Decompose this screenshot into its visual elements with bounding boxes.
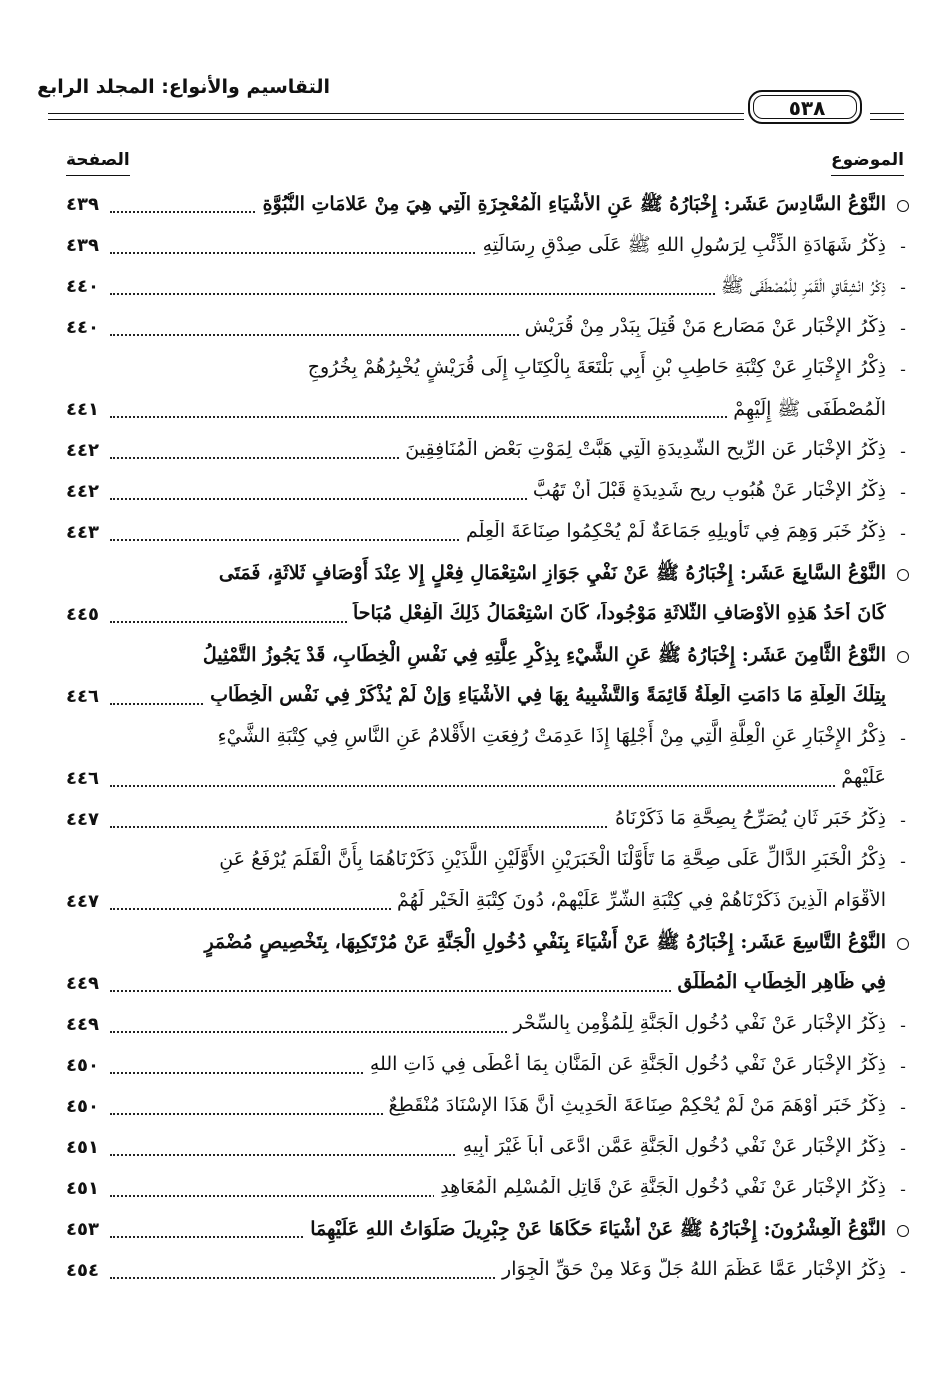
toc-entry-text: النَّوْعُ الثَّامِنَ عَشَر: إِخْبَارُهُ ﷺ عَنِ الشَّيْءِ بِذِكْرِ عِلَّتِهِ فِي نَفْسِ الْخِطَابِ، قَدْ يَجُوزُ التَّمْثِيلُ: [50, 643, 886, 671]
toc-line: [50, 1250, 912, 1291]
toc-entry-text: ذِكْرُ الإِخْبَارِ عَنِ الْعِلَّةِ الَّتِي مِنْ أَجْلِهَا إِذَا عَدِمَتْ رُفِعَتِ الأَقْلامُ عَنِ النَّاسِ فِي كِتْبَةِ الشَّيْءِ: [50, 725, 886, 747]
dash-bullet-icon: -: [900, 237, 906, 256]
toc-item: [50, 471, 912, 512]
toc-line: [50, 799, 912, 840]
circle-bullet-icon: [897, 200, 909, 212]
toc-page-number: ٤٤٠: [66, 276, 99, 297]
toc-page-number: ٤٥٠: [66, 1096, 99, 1117]
toc-line: [50, 1086, 912, 1127]
toc-entry-text: ذِكْرُ انْشِقَاقِ الْقَمَرِ لِلْمُصْطَفَى ﷺ: [715, 274, 886, 302]
circle-bullet-icon: [897, 569, 909, 581]
toc-entry-text: ذِكْرُ خَبَرٍ وَهِمَ فِي تَأْوِيلِهِ جَمَاعَةٌ لَمْ يُحْكِمُوا صِنَاعَةَ الْعِلْمِ: [460, 520, 886, 542]
toc-page-number: ٤٤٢: [66, 481, 99, 502]
dash-bullet-icon: -: [900, 1262, 906, 1281]
toc-heading: [50, 184, 912, 225]
toc-line: [50, 1127, 912, 1168]
toc-entry-text: ذِكْرُ خَبَرٍ ثَانٍ يُصَرِّحُ بِصِحَّةِ مَا ذَكَرْنَاهُ: [609, 807, 886, 829]
toc-page-number: ٤٤٦: [66, 768, 99, 789]
toc-entry-text: ذِكْرُ الإِخْبَارِ عَمَّا عَظَّمَ اللهُ جَلَّ وَعَلا مِنْ حَقِّ الْجِوَارِ: [496, 1258, 886, 1280]
toc-line: [50, 963, 912, 1004]
toc-page-number: ٤٣٩: [66, 194, 99, 215]
toc-page-number: ٤٥١: [66, 1137, 99, 1158]
dot-leader: [110, 785, 882, 787]
toc-entry-text: كَانَ أَحَدُ هَذِهِ الأَوْصَافِ الثَّلاثَةِ مَوْجُوداً، كَانَ اسْتِعْمَالُ ذَلِكَ الْفِعْلِ مُبَاحاً: [347, 602, 886, 624]
toc-item: [50, 1168, 912, 1209]
toc-line: [50, 348, 912, 389]
dash-bullet-icon: -: [900, 1016, 906, 1035]
dash-bullet-icon: -: [900, 483, 906, 502]
dash-bullet-icon: -: [900, 852, 906, 871]
toc-item: [50, 1250, 912, 1291]
toc-item: [50, 266, 912, 307]
toc-heading: [50, 635, 912, 717]
dash-bullet-icon: -: [900, 1180, 906, 1199]
toc-entry-text: النَّوْعُ السَّابِعَ عَشَر: إِخْبَارُهُ ﷺ عَنْ نَفْيِ جَوَازِ اسْتِعْمَالِ فِعْلٍ إِلا عِنْدَ أَوْصَافٍ ثَلاثَةٍ، فَمَتَى: [50, 561, 886, 589]
toc-page-number: ٤٣٩: [66, 235, 99, 256]
toc-entry-text: ذِكْرُ الإِخْبَارِ عَنْ نَفْيِ دُخُولِ الْجَنَّةِ عَنِ الْمَنَّانِ بِمَا أَعْطَى فِي ذَاتِ اللهِ: [364, 1053, 886, 1075]
toc-page-number: ٤٤٥: [66, 604, 99, 625]
toc-line: [50, 881, 912, 922]
toc-page-number: ٤٤١: [66, 399, 99, 420]
toc-page-number: ٤٤٧: [66, 809, 99, 830]
toc-line: [50, 676, 912, 717]
circle-bullet-icon: [897, 651, 909, 663]
toc-line: [50, 471, 912, 512]
toc-entry-text: النَّوْعُ السَّادِسَ عَشَر: إِخْبَارُهُ ﷺ عَنِ الأَشْيَاءِ الْمُعْجِزَةِ الَّتِي هِيَ مِنْ عَلامَاتِ النُّبُوَّةِ: [257, 192, 886, 220]
toc-line: [50, 1209, 912, 1250]
dash-bullet-icon: -: [900, 1057, 906, 1076]
dash-bullet-icon: -: [900, 1139, 906, 1158]
toc-entry-text: الأَقْوَامِ الَّذِينَ ذَكَرْنَاهُمْ فِي كِتْبَةِ الشَّرِّ عَلَيْهِمْ، دُونَ كِتْبَةِ الْخَيْرِ لَهُمْ: [391, 889, 886, 911]
toc-line: [50, 1045, 912, 1086]
toc-entry-text: ذِكْرُ الْخَبَرِ الدَّالِّ عَلَى صِحَّةِ مَا تَأَوَّلْنَا الْخَبَرَيْنِ الأَوَّلَيْنِ اللَّذَيْنِ ذَكَرْنَاهُمَا بِأَنَّ الْقَلَمَ يُرْفَعُ عَنِ: [50, 848, 886, 870]
running-title: التقاسيم والأنواع: المجلد الرابع: [37, 76, 330, 98]
circle-bullet-icon: [897, 938, 909, 950]
toc-line: [50, 758, 912, 799]
toc-page-number: ٤٤٧: [66, 891, 99, 912]
toc-entry-text: النَّوْعُ التَّاسِعَ عَشَر: إِخْبَارُهُ ﷺ عَنْ أَشْيَاءَ بِنَفْيِ دُخُولِ الْجَنَّةِ عَنْ مُرْتَكِبِهَا، بِتَخْصِيصٍ مُضْمَرٍ: [50, 930, 886, 958]
dash-bullet-icon: -: [900, 319, 906, 338]
toc-line: [50, 717, 912, 758]
toc-page-number: ٤٥٤: [66, 1260, 99, 1281]
toc-line: [50, 922, 912, 963]
toc-page-number: ٤٥٠: [66, 1055, 99, 1076]
toc-line: [50, 840, 912, 881]
toc-entry-text: ذِكْرُ الإِخْبَارِ عَنْ مَصَارِعِ مَنْ قُتِلَ بِبَدْرٍ مِنْ قُرَيْشٍ: [519, 315, 886, 337]
toc-heading: [50, 553, 912, 635]
toc-item: [50, 717, 912, 799]
toc-item: [50, 1004, 912, 1045]
toc-entry-text: فِي ظَاهِرِ الْخِطَابِ الْمُطْلَقِ: [671, 971, 886, 993]
toc-entry-text: النَّوْعُ الْعِشْرُونَ: إِخْبَارُهُ ﷺ عَنْ أَشْيَاءَ حَكَاهَا عَنْ جِبْرِيلَ صَلَوَاتُ اللهِ عَلَيْهِمَا: [304, 1217, 886, 1245]
toc-page-number: ٤٤٠: [66, 317, 99, 338]
toc-page-number: ٤٥٣: [66, 1219, 99, 1240]
dash-bullet-icon: -: [900, 729, 906, 748]
toc-page-number: ٤٤٦: [66, 686, 99, 707]
dash-bullet-icon: -: [900, 811, 906, 830]
circle-bullet-icon: [897, 1225, 909, 1237]
toc-entry-text: بِتِلْكَ الْعِلَّةِ مَا دَامَتِ الْعِلَّةُ قَائِمَةً وَالتَّشْبِيهُ بِهَا فِي الأَشْيَاءِ وَإِنْ لَمْ يُذْكَرْ فِي نَفْسِ الْخِطَابِ: [204, 684, 886, 706]
dash-bullet-icon: -: [900, 278, 906, 297]
toc-line: [50, 225, 912, 266]
toc-line: [50, 512, 912, 553]
toc-entry-text: ذِكْرُ الإِخْبَارِ عَنْ نَفْيِ دُخُولِ الْجَنَّةِ لِلْمُؤْمِنِ بِالسِّحْرِ: [507, 1012, 886, 1034]
toc-entry-text: ذِكْرُ خَبَرٍ أَوْهَمَ مَنْ لَمْ يُحْكِمْ صِنَاعَةَ الْحَدِيثِ أَنَّ هَذَا الإِسْنَادَ مُنْقَطِعٌ: [383, 1094, 886, 1116]
toc-item: [50, 348, 912, 430]
toc-line: [50, 430, 912, 471]
toc-item: [50, 799, 912, 840]
toc-line: [50, 307, 912, 348]
toc-line: [50, 1004, 912, 1045]
dash-bullet-icon: -: [900, 360, 906, 379]
toc-page-number: ٤٥١: [66, 1178, 99, 1199]
toc-entry-text: ذِكْرُ الإِخْبَارِ عَنْ هُبُوبِ رِيحٍ شَدِيدَةٍ قَبْلَ أَنْ تَهُبَّ: [527, 479, 886, 501]
toc-line: [50, 635, 912, 676]
toc-item: [50, 307, 912, 348]
toc-entry-text: عَلَيْهِمْ: [835, 766, 886, 788]
toc-item: [50, 1127, 912, 1168]
toc-item: [50, 430, 912, 471]
toc-line: [50, 184, 912, 225]
column-header-topic-label: الموضوع: [831, 150, 904, 170]
toc-entry-text: ذِكْرُ شَهَادَةِ الذِّئْبِ لِرَسُولِ اللهِ ﷺ عَلَى صِدْقِ رِسَالَتِهِ: [477, 233, 886, 261]
page-number-box: [748, 90, 862, 124]
toc-entry-text: ذِكْرُ الإِخْبَارِ عَنْ نَفْيِ دُخُولِ الْجَنَّةِ عَنْ قَاتِلِ الْمُسْلِمِ الْمُعَاهِدِ: [434, 1176, 886, 1198]
toc-page-number: ٤٤٢: [66, 440, 99, 461]
dash-bullet-icon: -: [900, 442, 906, 461]
toc-heading: [50, 922, 912, 1004]
toc-entry-text: ذِكْرُ الإِخْبَارِ عَنْ نَفْيِ دُخُولِ الْجَنَّةِ عَمَّنِ ادَّعَى أَباً غَيْرَ أَبِيهِ: [457, 1135, 886, 1157]
toc-line: [50, 1168, 912, 1209]
page-number: ٥٣٨: [788, 96, 826, 120]
toc-entry-text: ذِكْرُ الإِخْبَارِ عَنِ الرِّيحِ الشَّدِيدَةِ الَّتِي هَبَّتْ لِمَوْتِ بَعْضِ الْمُنَافِقِينَ: [399, 438, 886, 460]
toc-heading: [50, 1209, 912, 1250]
toc-entry-text: الْمُصْطَفَى ﷺ إِلَيْهِمْ: [727, 397, 886, 425]
dash-bullet-icon: -: [900, 1098, 906, 1117]
dash-bullet-icon: -: [900, 524, 906, 543]
toc-item: [50, 1045, 912, 1086]
toc-line: [50, 594, 912, 635]
toc-line: [50, 389, 912, 430]
toc-line: [50, 553, 912, 594]
toc-page-number: ٤٤٩: [66, 1014, 99, 1035]
toc-line: [50, 266, 912, 307]
toc-item: [50, 225, 912, 266]
toc-item: [50, 512, 912, 553]
toc-item: [50, 840, 912, 922]
toc-entry-text: ذِكْرُ الإِخْبَارِ عَنْ كِتْبَةِ حَاطِبِ بْنِ أَبِي بَلْتَعَةَ بِالْكِتَابِ إِلَى قُرَيْشٍ يُخْبِرُهُمْ بِخُرُوجِ: [50, 356, 886, 378]
column-header-page-label: الصفحة: [66, 150, 130, 170]
toc-item: [50, 1086, 912, 1127]
toc-page-number: ٤٤٩: [66, 973, 99, 994]
toc-page-number: ٤٤٣: [66, 522, 99, 543]
